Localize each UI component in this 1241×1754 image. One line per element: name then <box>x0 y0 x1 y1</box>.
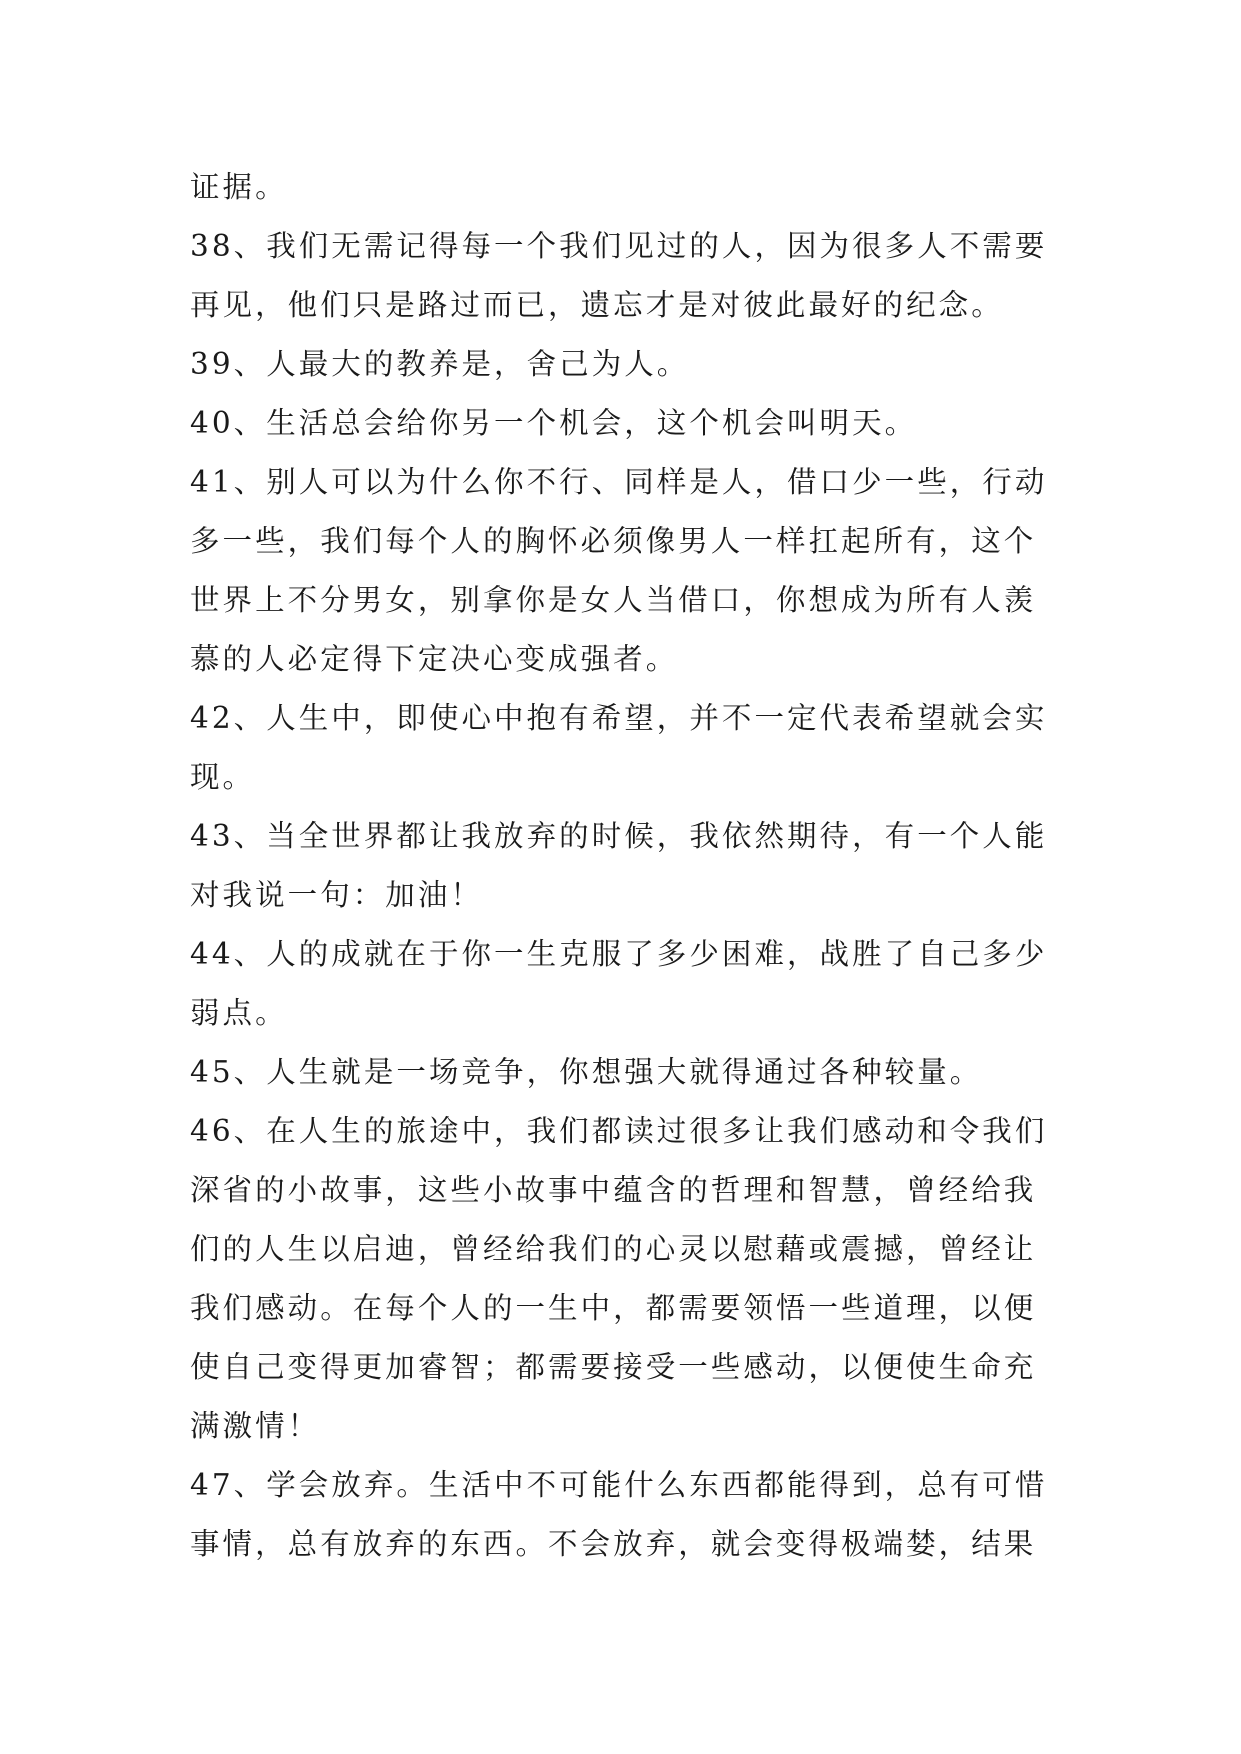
text-line: 证据。 <box>190 170 288 204</box>
text-line: 47、学会放弃。生活中不可能什么东西都能得到，总有可惜 <box>190 1468 1048 1502</box>
text-line: 事情，总有放弃的东西。不会放弃，就会变得极端婪，结果 <box>190 1527 1037 1561</box>
text-line: 多一些，我们每个人的胸怀必须像男人一样扛起所有，这个 <box>190 524 1037 558</box>
text-line: 深省的小故事，这些小故事中蕴含的哲理和智慧，曾经给我 <box>190 1173 1037 1207</box>
text-line: 42、人生中，即使心中抱有希望，并不一定代表希望就会实 <box>190 701 1048 735</box>
text-line: 41、别人可以为什么你不行、同样是人，借口少一些，行动 <box>190 465 1048 499</box>
text-line: 40、生活总会给你另一个机会，这个机会叫明天。 <box>190 406 918 440</box>
document-body <box>190 158 1052 1574</box>
text-line: 46、在人生的旅途中，我们都读过很多让我们感动和令我们 <box>190 1114 1048 1148</box>
text-line: 世界上不分男女，别拿你是女人当借口，你想成为所有人羡 <box>190 583 1037 617</box>
text-line: 现。 <box>190 760 256 794</box>
text-line: 38、我们无需记得每一个我们见过的人，因为很多人不需要 <box>190 229 1048 263</box>
text-line: 43、当全世界都让我放弃的时候，我依然期待，有一个人能 <box>190 819 1048 853</box>
text-line: 们的人生以启迪，曾经给我们的心灵以慰藉或震撼，曾经让 <box>190 1232 1037 1266</box>
text-line: 对我说一句：加油！ <box>190 878 483 912</box>
text-line: 使自己变得更加睿智；都需要接受一些感动，以便使生命充 <box>190 1350 1037 1384</box>
text-line: 39、人最大的教养是，舍己为人。 <box>190 347 690 381</box>
text-line: 45、人生就是一场竞争，你想强大就得通过各种较量。 <box>190 1055 983 1089</box>
text-line: 我们感动。在每个人的一生中，都需要领悟一些道理，以便 <box>190 1291 1037 1325</box>
text-line: 再见，他们只是路过而已，遗忘才是对彼此最好的纪念。 <box>190 288 1004 322</box>
text-line: 满激情！ <box>190 1409 321 1443</box>
text-line: 44、人的成就在于你一生克服了多少困难，战胜了自己多少 <box>190 937 1048 971</box>
text-line: 慕的人必定得下定决心变成强者。 <box>190 642 679 676</box>
text-line: 弱点。 <box>190 996 288 1030</box>
